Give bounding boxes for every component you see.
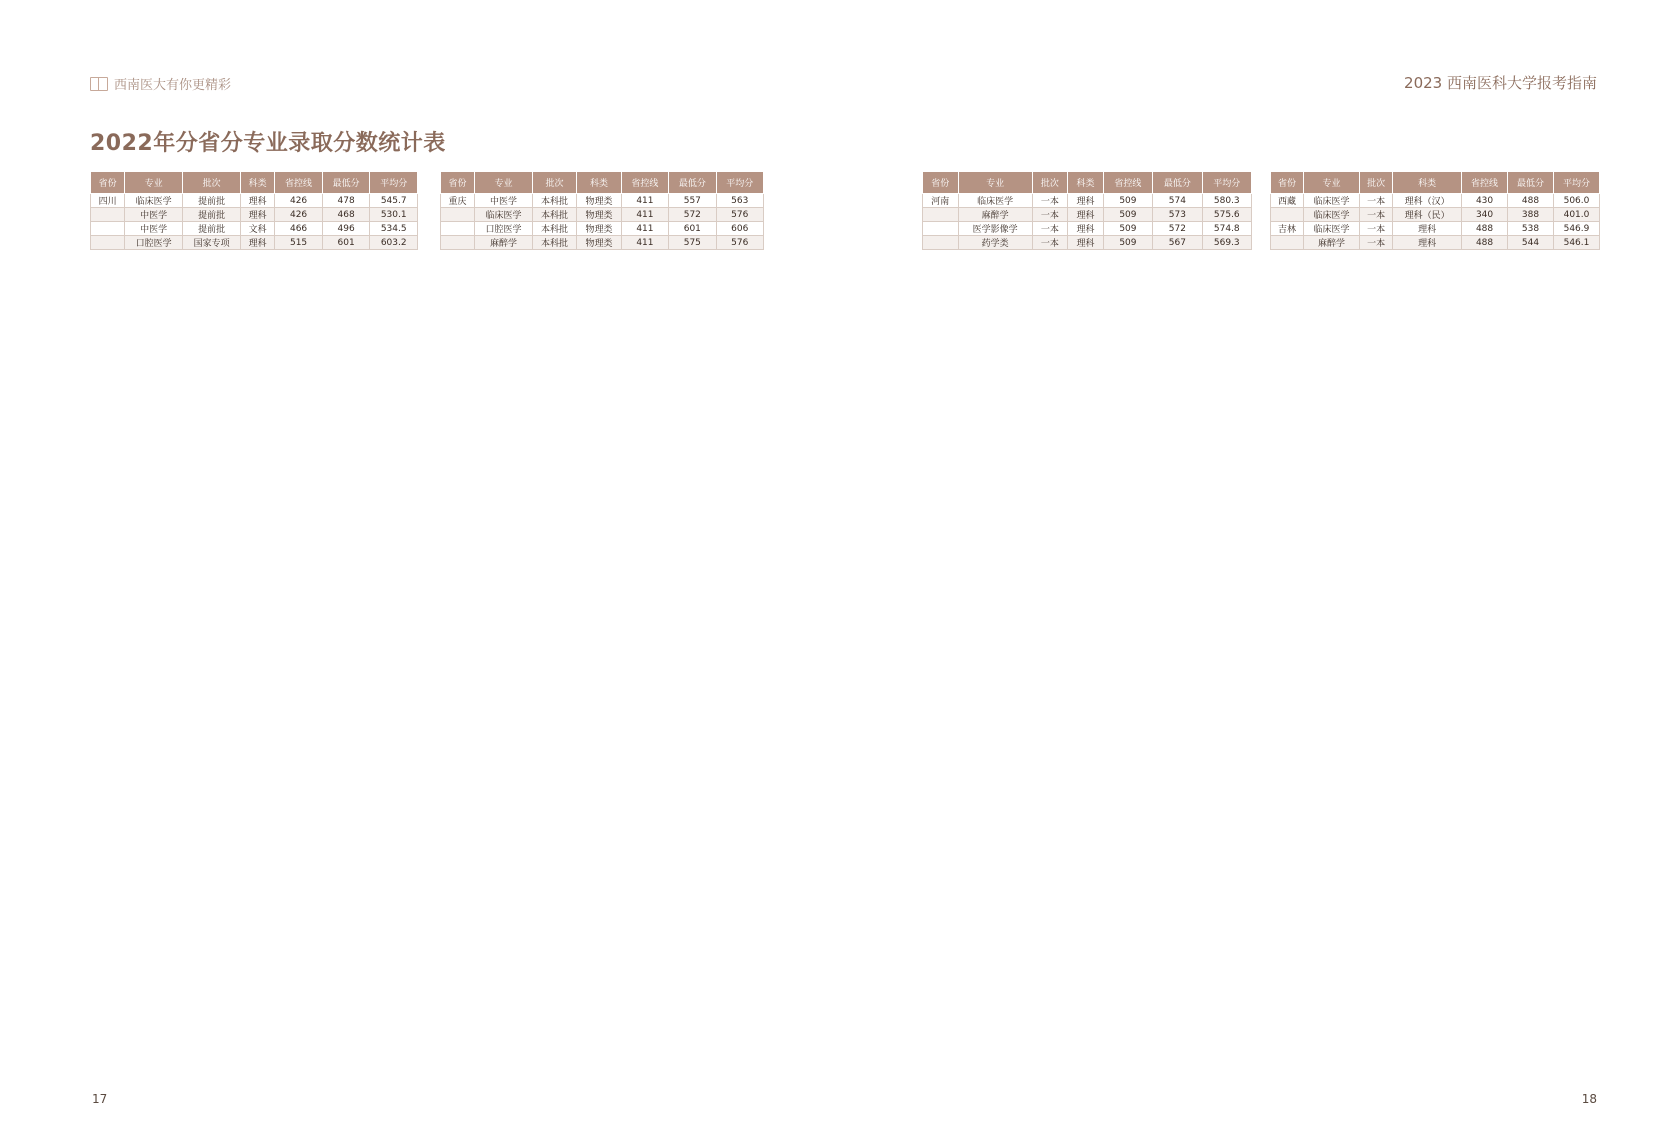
- table-cell: 468: [322, 208, 370, 222]
- table-cell: 509: [1103, 194, 1152, 208]
- score-table-2: 省份 专业 批次 科类 省控线 最低分 平均分 重庆 中医学 本科批 物理类 411 557 563 临床医学 本科批 物理类 411 572 576 口腔医学 本科批 物理类 411 601 606 麻醉学 本科批 物理类 411 575 576: [440, 171, 764, 250]
- table-cell: 理科: [1393, 236, 1462, 250]
- table-cell: 411: [621, 222, 668, 236]
- table-row: [923, 208, 1252, 222]
- table-cell: 提前批: [183, 222, 241, 236]
- table-cell: 601: [669, 222, 716, 236]
- table-cell: [441, 208, 475, 222]
- table-cell: 496: [322, 222, 370, 236]
- table-cell: 麻醉学: [1304, 236, 1360, 250]
- table-cell: 理科（民）: [1393, 208, 1462, 222]
- table-cell: 理科: [1068, 222, 1104, 236]
- table-cell: 一本: [1032, 222, 1068, 236]
- table-cell: 563: [716, 194, 763, 208]
- table-cell: 麻醉学: [475, 236, 533, 250]
- brand-header: [90, 74, 231, 93]
- table-row: [91, 194, 418, 208]
- table-cell: 西藏: [1271, 194, 1304, 208]
- table-cell: 388: [1508, 208, 1554, 222]
- table-cell: 572: [669, 208, 716, 222]
- table-cell: 重庆: [441, 194, 475, 208]
- page-number-right: 18: [1581, 1092, 1597, 1106]
- table-cell: 中医学: [125, 222, 183, 236]
- table-cell: 340: [1462, 208, 1508, 222]
- table-cell: 488: [1462, 222, 1508, 236]
- table-cell: 603.2: [370, 236, 418, 250]
- table-row: [1271, 194, 1600, 208]
- table-row: [923, 236, 1252, 250]
- table-cell: 574: [1153, 194, 1202, 208]
- table-cell: 576: [716, 236, 763, 250]
- table-cell: 509: [1103, 208, 1152, 222]
- right-page: [838, 0, 1677, 1146]
- table-cell: 574.8: [1202, 222, 1251, 236]
- table-cell: [91, 208, 125, 222]
- table-cell: 580.3: [1202, 194, 1251, 208]
- table-cell: 一本: [1360, 194, 1393, 208]
- table-cell: 理科: [1068, 208, 1104, 222]
- table-row: [91, 236, 418, 250]
- table-cell: 理科: [1393, 222, 1462, 236]
- table-cell: 567: [1153, 236, 1202, 250]
- table-cell: 河南: [923, 194, 959, 208]
- table-cell: 530.1: [370, 208, 418, 222]
- table-cell: 一本: [1032, 194, 1068, 208]
- table-cell: 411: [621, 208, 668, 222]
- page-title: 2022年分省分专业录取分数统计表: [90, 131, 446, 156]
- table-cell: 601: [322, 236, 370, 250]
- table-row: [923, 194, 1252, 208]
- table-cell: 509: [1103, 236, 1152, 250]
- table-cell: 488: [1508, 194, 1554, 208]
- table-cell: 401.0: [1553, 208, 1599, 222]
- table-cell: 物理类: [577, 222, 621, 236]
- page-number-left: 17: [92, 1092, 108, 1106]
- table-cell: 理科: [241, 208, 275, 222]
- table-cell: 一本: [1360, 236, 1393, 250]
- table-cell: 物理类: [577, 194, 621, 208]
- left-page: [0, 0, 838, 1146]
- table-cell: 临床医学: [1304, 194, 1360, 208]
- table-cell: 理科: [241, 236, 275, 250]
- table-cell: 544: [1508, 236, 1554, 250]
- table-cell: 临床医学: [475, 208, 533, 222]
- table-cell: 538: [1508, 222, 1554, 236]
- table-cell: [91, 236, 125, 250]
- table-cell: 医学影像学: [958, 222, 1032, 236]
- brand-slogan: 西南医大有你更精彩: [114, 78, 232, 93]
- table-cell: 546.1: [1553, 236, 1599, 250]
- table-cell: 575.6: [1202, 208, 1251, 222]
- table-row: [1271, 236, 1600, 250]
- table-cell: [1271, 208, 1304, 222]
- table-cell: 426: [275, 194, 323, 208]
- table-cell: 本科批: [532, 194, 576, 208]
- table-cell: 提前批: [183, 208, 241, 222]
- table-row: [1271, 208, 1600, 222]
- table-cell: 430: [1462, 194, 1508, 208]
- table-cell: 411: [621, 236, 668, 250]
- table-cell: [923, 236, 959, 250]
- table-cell: 478: [322, 194, 370, 208]
- table-cell: 509: [1103, 222, 1152, 236]
- score-table-3: 省份 专业 批次 科类 省控线 最低分 平均分 河南 临床医学 一本 理科 509 574 580.3 麻醉学 一本 理科 509 573 575.6 医学影像学 一本 理科 509 572 574.8 药学类 一本 理科 509 567 569.3: [922, 171, 1252, 250]
- table-cell: [923, 222, 959, 236]
- table-cell: 本科批: [532, 222, 576, 236]
- table-cell: 理科（汉）: [1393, 194, 1462, 208]
- table-cell: 488: [1462, 236, 1508, 250]
- table-cell: 575: [669, 236, 716, 250]
- book-icon: [90, 77, 108, 91]
- table-cell: 426: [275, 208, 323, 222]
- table-cell: 理科: [1068, 194, 1104, 208]
- table-cell: 一本: [1360, 222, 1393, 236]
- table-cell: [441, 222, 475, 236]
- table-row: [441, 194, 764, 208]
- table-row: [441, 208, 764, 222]
- score-table-4: 省份 专业 批次 科类 省控线 最低分 平均分 西藏 临床医学 一本 理科（汉） 430 488 506.0 临床医学 一本 理科（民） 340 388 401.0 吉林 临床医学 一本 理科 488 538 546.9 麻醉学 一本 理科 488 544 546.1: [1270, 171, 1600, 250]
- table-cell: 545.7: [370, 194, 418, 208]
- table-cell: 口腔医学: [475, 222, 533, 236]
- table-cell: 557: [669, 194, 716, 208]
- table-cell: 临床医学: [958, 194, 1032, 208]
- table-cell: 466: [275, 222, 323, 236]
- table-cell: 临床医学: [1304, 208, 1360, 222]
- table-cell: 理科: [241, 194, 275, 208]
- table-cell: 573: [1153, 208, 1202, 222]
- table-cell: 606: [716, 222, 763, 236]
- table-cell: 一本: [1032, 208, 1068, 222]
- table-cell: 吉林: [1271, 222, 1304, 236]
- score-table-1: 省份 专业 批次 科类 省控线 最低分 平均分 四川 临床医学 提前批 理科 426 478 545.7 中医学 提前批 理科 426 468 530.1 中医学 提前批 文科 466 496 534.5 口腔医学 国家专项 理科 515 601 603.2: [90, 171, 418, 250]
- table-row: [441, 222, 764, 236]
- table-cell: 临床医学: [1304, 222, 1360, 236]
- table-cell: 提前批: [183, 194, 241, 208]
- table-cell: 文科: [241, 222, 275, 236]
- table-cell: 物理类: [577, 236, 621, 250]
- table-cell: [923, 208, 959, 222]
- table-cell: 本科批: [532, 236, 576, 250]
- table-cell: 一本: [1032, 236, 1068, 250]
- table-cell: 药学类: [958, 236, 1032, 250]
- table-cell: 国家专项: [183, 236, 241, 250]
- table-cell: 一本: [1360, 208, 1393, 222]
- table-row: [441, 236, 764, 250]
- table-cell: 576: [716, 208, 763, 222]
- table-cell: 临床医学: [125, 194, 183, 208]
- table-cell: 569.3: [1202, 236, 1251, 250]
- table-cell: 中医学: [475, 194, 533, 208]
- table-cell: 506.0: [1553, 194, 1599, 208]
- table-cell: 四川: [91, 194, 125, 208]
- table-cell: 515: [275, 236, 323, 250]
- table-cell: 物理类: [577, 208, 621, 222]
- table-row: [1271, 222, 1600, 236]
- table-cell: [441, 236, 475, 250]
- table-row: [91, 208, 418, 222]
- table-cell: 546.9: [1553, 222, 1599, 236]
- table-cell: 411: [621, 194, 668, 208]
- table-cell: 理科: [1068, 236, 1104, 250]
- table-cell: [91, 222, 125, 236]
- table-cell: 麻醉学: [958, 208, 1032, 222]
- table-cell: 口腔医学: [125, 236, 183, 250]
- table-cell: 本科批: [532, 208, 576, 222]
- guide-title: 2023 西南医科大学报考指南: [1404, 74, 1597, 92]
- table-row: [923, 222, 1252, 236]
- table-row: [91, 222, 418, 236]
- table-cell: [1271, 236, 1304, 250]
- table-cell: 534.5: [370, 222, 418, 236]
- table-cell: 中医学: [125, 208, 183, 222]
- table-cell: 572: [1153, 222, 1202, 236]
